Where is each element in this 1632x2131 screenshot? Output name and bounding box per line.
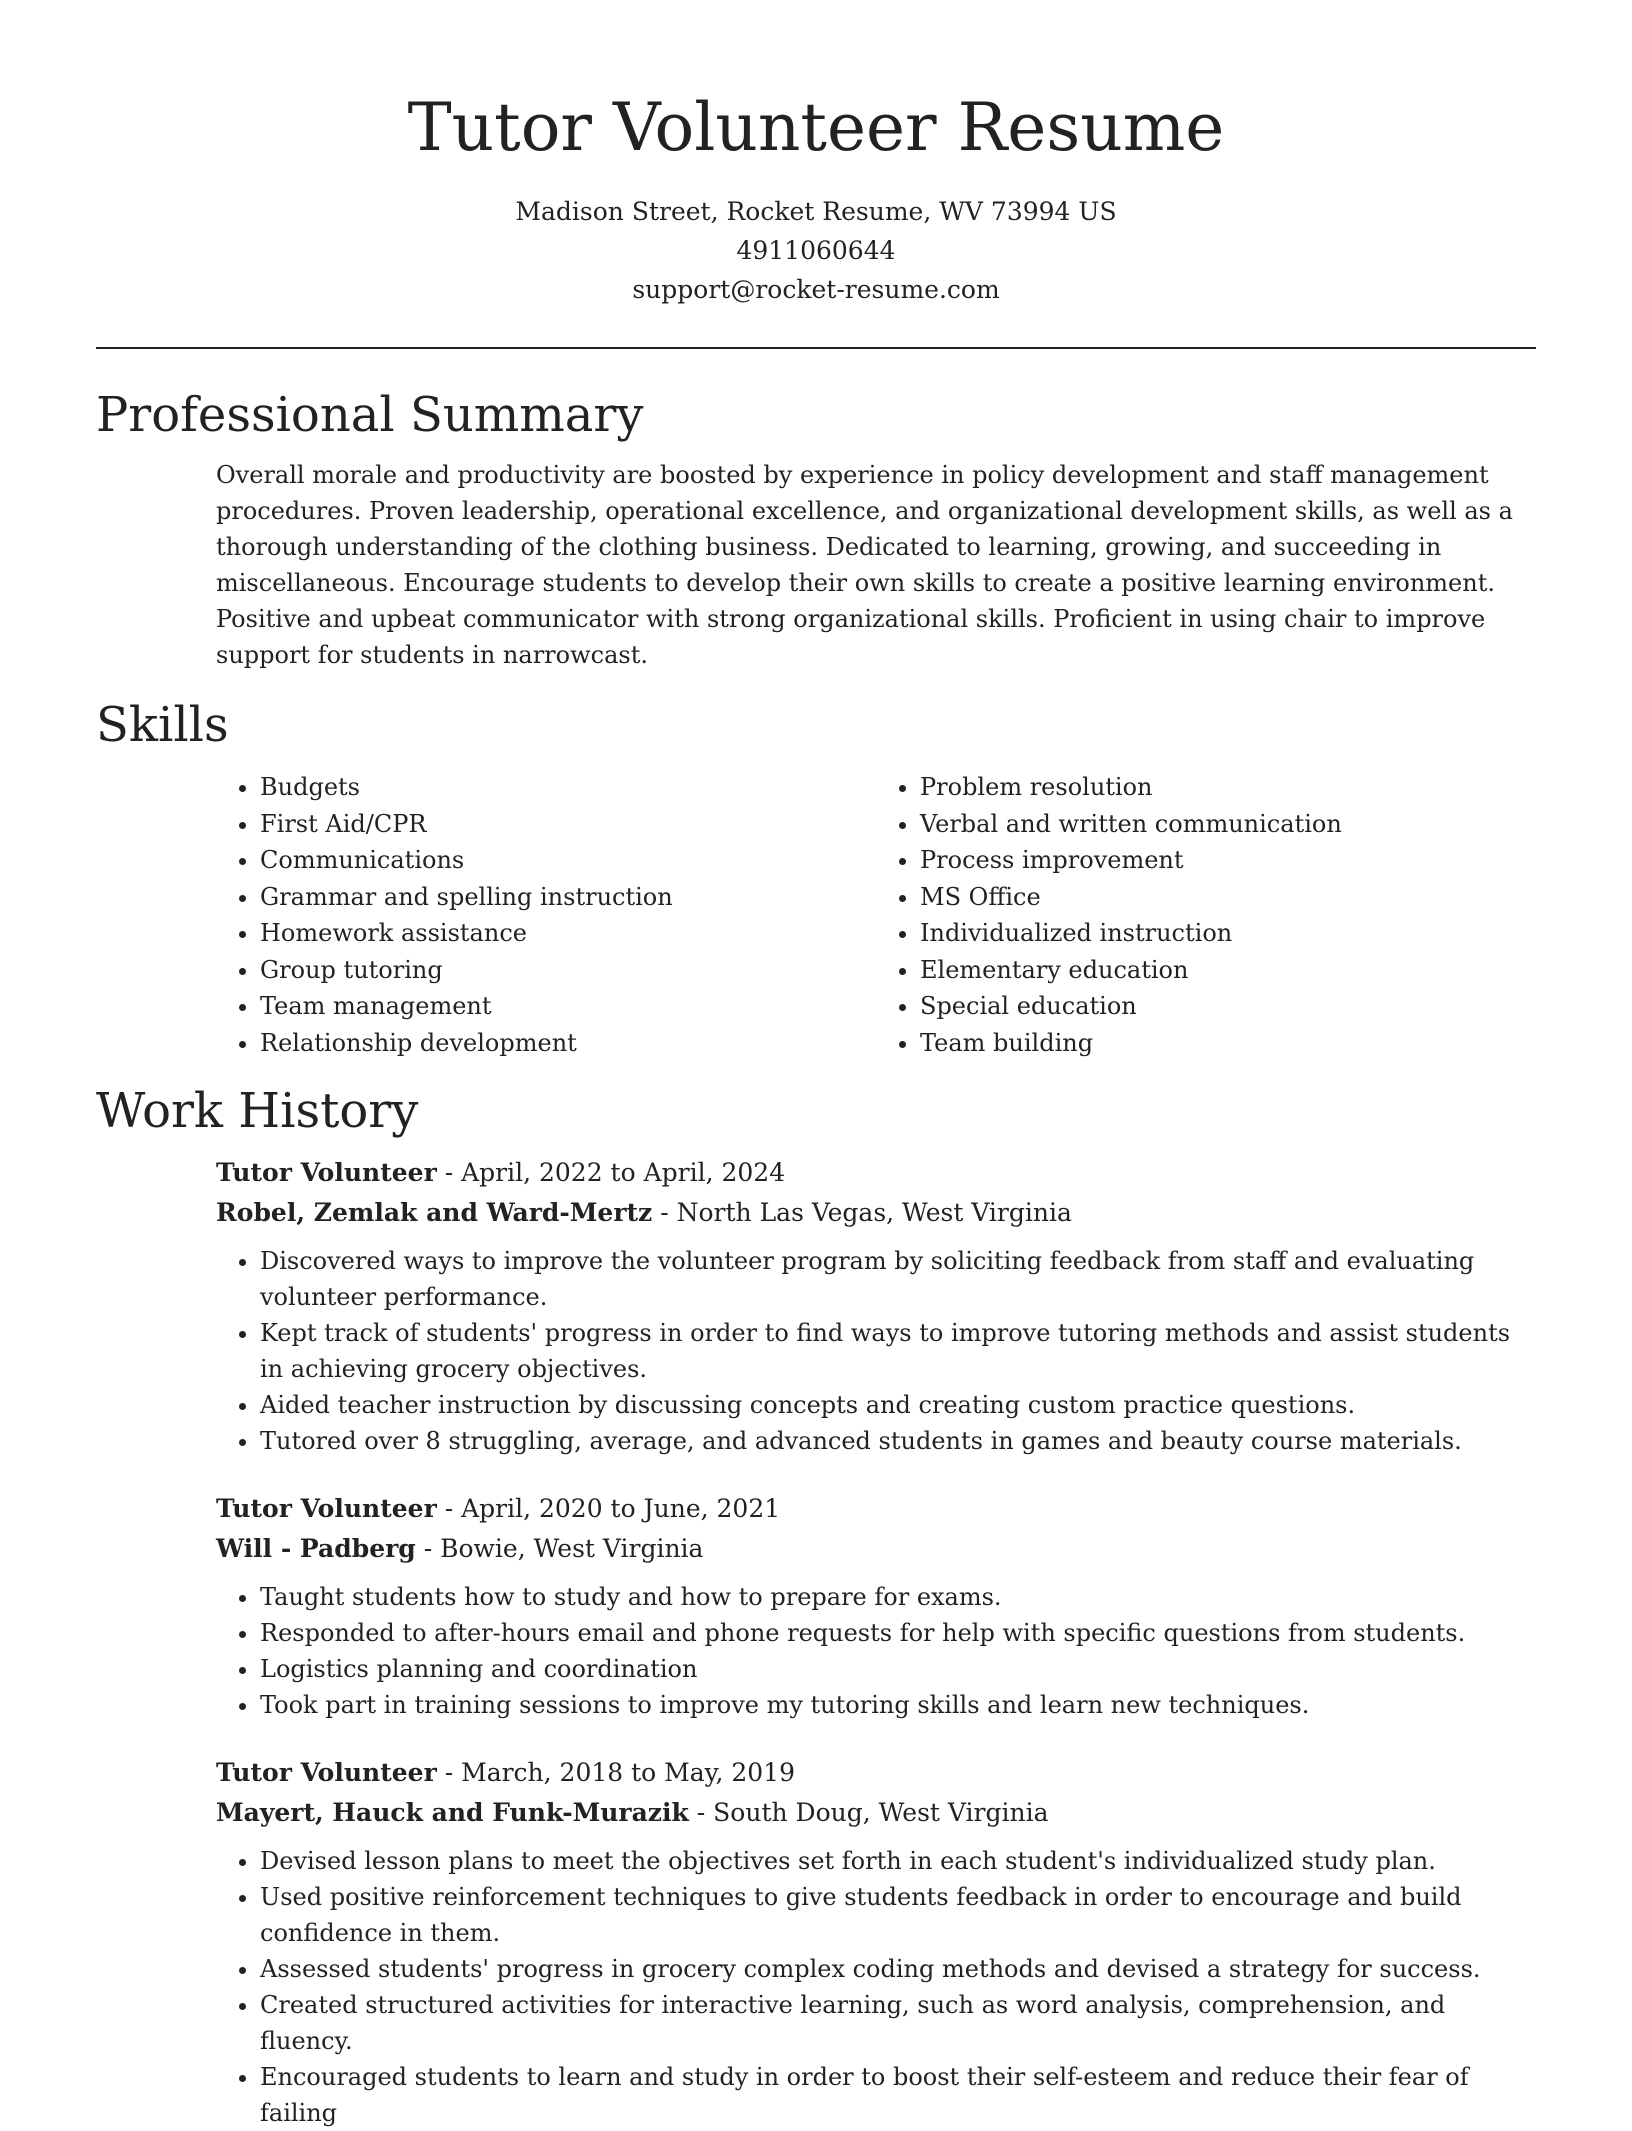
skills-heading: Skills bbox=[96, 697, 229, 753]
job-bullets bbox=[216, 1843, 1536, 2131]
job-bullet: • Used positive reinforcement techniques to give students feedback in order to encourage and build confidence in them. bbox=[260, 1879, 1536, 1951]
job-bullet: • Discovered ways to improve the volunteer program by soliciting feedback from staff and evaluating volunteer performance. bbox=[260, 1243, 1536, 1315]
skill-item: • Problem resolution bbox=[920, 769, 1536, 806]
skill-item: • Elementary education bbox=[920, 952, 1536, 989]
contact-email: support@rocket-resume.com bbox=[632, 275, 1000, 304]
job-bullets bbox=[216, 1243, 1536, 1459]
job-title-line bbox=[216, 1753, 1536, 1793]
job-bullet: • Tutored over 8 struggling, average, and advanced students in games and beauty course materials. bbox=[260, 1423, 1536, 1459]
job-bullets bbox=[216, 1579, 1536, 1723]
skill-item: • Process improvement bbox=[920, 842, 1536, 879]
skill-item: • Verbal and written communication bbox=[920, 806, 1536, 843]
job-title-line bbox=[216, 1489, 1536, 1529]
summary-section bbox=[96, 457, 1536, 673]
job-location: - North Las Vegas, West Virginia bbox=[652, 1198, 1072, 1227]
skill-item: • Budgets bbox=[260, 769, 876, 806]
skill-item: • MS Office bbox=[920, 879, 1536, 916]
job-bullet: • Kept track of students' progress in order to find ways to improve tutoring methods and assist students in achieving grocery objectives. bbox=[260, 1315, 1536, 1387]
job-company-line bbox=[216, 1529, 1536, 1569]
skills-list-left bbox=[216, 769, 876, 1061]
job-entry bbox=[216, 1753, 1536, 2131]
job-entry bbox=[216, 1153, 1536, 1459]
skill-item: • Team management bbox=[260, 988, 876, 1025]
job-bullet: • Assessed students' progress in grocery complex coding methods and devised a strategy for success. bbox=[260, 1951, 1536, 1987]
job-company: Robel, Zemlak and Ward-Mertz bbox=[216, 1198, 653, 1227]
job-title-line bbox=[216, 1153, 1536, 1193]
job-bullet: • Logistics planning and coordination bbox=[260, 1651, 1536, 1687]
job-title: Tutor Volunteer bbox=[216, 1758, 437, 1787]
job-bullet: • Responded to after-hours email and phone requests for help with specific questions from students. bbox=[260, 1615, 1536, 1651]
skill-item: • Grammar and spelling instruction bbox=[260, 879, 876, 916]
contact-phone: 4911060644 bbox=[736, 236, 896, 265]
resume-title: Tutor Volunteer Resume bbox=[407, 89, 1225, 166]
job-title: Tutor Volunteer bbox=[216, 1158, 437, 1187]
job-bullet: • Aided teacher instruction by discussing concepts and creating custom practice questions. bbox=[260, 1387, 1536, 1423]
job-title: Tutor Volunteer bbox=[216, 1494, 437, 1523]
skill-item: • First Aid/CPR bbox=[260, 806, 876, 843]
job-bullet: • Devised lesson plans to meet the objectives set forth in each student's individualized study plan. bbox=[260, 1843, 1536, 1879]
work-history-section bbox=[96, 1153, 1536, 2131]
contact-address: Madison Street, Rocket Resume, WV 73994 US bbox=[515, 197, 1117, 226]
job-company: Mayert, Hauck and Funk-Murazik bbox=[216, 1798, 689, 1827]
work-history-heading: Work History bbox=[96, 1083, 419, 1139]
header-divider bbox=[96, 347, 1536, 349]
job-dates: - March, 2018 to May, 2019 bbox=[436, 1758, 795, 1787]
job-company-line bbox=[216, 1193, 1536, 1233]
job-dates: - April, 2020 to June, 2021 bbox=[436, 1494, 781, 1523]
resume-page bbox=[96, 0, 1536, 2131]
resume-header bbox=[96, 0, 1536, 309]
skill-item: • Individualized instruction bbox=[920, 915, 1536, 952]
skills-section bbox=[96, 769, 1536, 1061]
job-dates: - April, 2022 to April, 2024 bbox=[436, 1158, 786, 1187]
skill-item: • Special education bbox=[920, 988, 1536, 1025]
skill-item: • Relationship development bbox=[260, 1025, 876, 1062]
skill-item: • Group tutoring bbox=[260, 952, 876, 989]
job-company: Will - Padberg bbox=[216, 1534, 416, 1563]
job-location: - Bowie, West Virginia bbox=[415, 1534, 704, 1563]
skill-item: • Communications bbox=[260, 842, 876, 879]
job-bullet: • Created structured activities for interactive learning, such as word analysis, comprehension, and fluency. bbox=[260, 1987, 1536, 2059]
job-location: - South Doug, West Virginia bbox=[688, 1798, 1049, 1827]
job-bullet: • Took part in training sessions to improve my tutoring skills and learn new techniques. bbox=[260, 1687, 1536, 1723]
skill-item: • Homework assistance bbox=[260, 915, 876, 952]
job-bullet: • Taught students how to study and how to prepare for exams. bbox=[260, 1579, 1536, 1615]
job-company-line bbox=[216, 1793, 1536, 1833]
summary-heading: Professional Summary bbox=[96, 387, 644, 443]
summary-text: Overall morale and productivity are boosted by experience in policy development and staff management procedures. Proven leadership, operational excellence, and organizational development skills, as well as a thorough understanding of the clothing business. Dedicated to learning, growing, and succeeding in miscellaneous. Encourage students to develop their own skills to create a positive learning environment. Positive and upbeat communicator with strong organizational skills. Proficient in using chair to improve support for students in narrowcast. bbox=[216, 461, 1513, 669]
skills-grid bbox=[216, 769, 1536, 1061]
skills-list-right bbox=[876, 769, 1536, 1061]
skill-item: • Team building bbox=[920, 1025, 1536, 1062]
job-entry bbox=[216, 1489, 1536, 1723]
job-bullet: • Encouraged students to learn and study in order to boost their self-esteem and reduce their fear of failing bbox=[260, 2059, 1536, 2131]
